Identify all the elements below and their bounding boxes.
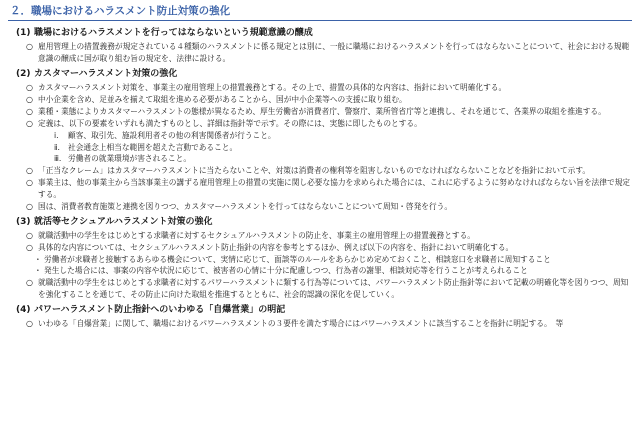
circle-bullet-icon: ○	[26, 42, 33, 51]
circle-bullet-icon: ○	[26, 165, 33, 175]
dot-bullet-icon: ・	[34, 254, 42, 264]
section-2	[8, 68, 634, 213]
list-item: ○ 具体的な内容については、セクシュアルハラスメント防止指針の内容を参考とするほか、例えば以下の内容を、指針において明確化する。	[26, 242, 514, 252]
list-item: ○ 就職活動中の学生をはじめとする求職者に対するパワーハラスメントに類する行為等については、パワーハラスメント防止指針等において記載の明確化等を図りつつ、周知を強化することを通じて、その防止に向けた取組を推進するとともに、社会的認識の深化を促していく。	[26, 277, 629, 299]
section-1	[8, 27, 634, 65]
list-item: ○ 事業主は、他の事業主から当該事業主の講ずる雇用管理上の措置の実施に関し必要な協力を求められた場合には、これに応ずるように努めなければならない旨を法律で規定する。	[26, 177, 630, 199]
circle-bullet-icon: ○	[26, 83, 33, 92]
list-item: ○ 業種・業態によりカスタマーハラスメントの態様が異なるため、厚生労働省が消費者庁、警察庁、業所管省庁等と連携し、それを通じて、各業界の取組を推進する。	[26, 107, 606, 116]
section-heading: (2) カスタマーハラスメント対策の強化	[16, 69, 178, 79]
circle-bullet-icon: ○	[26, 242, 33, 252]
list-item: ○ 中小企業を含め、足並みを揃えて取組を進める必要があることから、国が中小企業等への支援に取り組む。	[26, 95, 407, 104]
sub-item: ⅰ. 顧客、取引先、施設利用者その他の利害関係者が行うこと。	[54, 131, 276, 140]
circle-bullet-icon: ○	[26, 119, 33, 128]
circle-bullet-icon: ○	[26, 95, 33, 104]
list-item: ○ 国は、消費者教育施策と連携を図りつつ、カスタマーハラスメントを行ってはならないことについて周知・啓発を行う。	[26, 201, 453, 211]
list-item: ○ 定義は、以下の要素をいずれも満たすものとし、詳細は指針等で示す。その際には、実態に即したものとする。	[26, 119, 422, 128]
list-item: ○ いわゆる「自爆営業」に関して、職場におけるパワーハラスメントの３要件を満たす場合にはパワーハラスメントに該当することを指針に明記する。 等	[26, 318, 564, 328]
document-title-bar	[8, 4, 632, 21]
circle-bullet-icon: ○	[26, 318, 33, 328]
document-body	[8, 24, 634, 330]
list-item: ○ カスタマーハラスメント対策を、事業主の雇用管理上の措置義務とする。その上で、措置の具体的な内容は、指針において明確化する。	[26, 83, 507, 92]
list-item: ○ 「正当なクレーム」はカスタマーハラスメントに当たらないことや、対策は消費者の権利等を阻害しないものでなければならないことなどを指針において示す。	[26, 165, 591, 175]
dot-item: ・ 労働者が求職者と接触するあらゆる機会について、実情に応じて、面談等のルールをあらかじめ定めておくこと、相談窓口を求職者に周知すること	[34, 254, 551, 264]
list-item: ○ 雇用管理上の措置義務が規定されている４種類のハラスメントに係る規定とは別に、一般に職場におけるハラスメントを行ってはならないことについて、社会における規範意識の醸成に国が取り組む旨の規定を、法律に設ける。	[26, 42, 630, 63]
section-heading: (4) パワーハラスメント防止指針へのいわゆる「自爆営業」の明記	[16, 304, 286, 315]
circle-bullet-icon: ○	[26, 230, 33, 240]
circle-bullet-icon: ○	[26, 277, 33, 287]
circle-bullet-icon: ○	[26, 177, 33, 187]
list-item: ○ 就職活動中の学生をはじめとする求職者に対するセクシュアルハラスメントの防止を、事業主の雇用管理上の措置義務とする。	[26, 230, 475, 240]
section-heading: (1) 職場におけるハラスメントを行ってはならないという規範意識の醸成	[16, 28, 313, 38]
sub-item: ⅱ. 社会通念上相当な範囲を超えた言動であること。	[54, 142, 238, 152]
section-3	[8, 216, 634, 301]
section-4	[8, 304, 634, 330]
circle-bullet-icon: ○	[26, 107, 33, 116]
sub-item: ⅲ. 労働者の就業環境が害されること。	[54, 154, 192, 163]
document-title: ２．職場におけるハラスメント防止対策の強化	[10, 5, 231, 17]
circle-bullet-icon: ○	[26, 201, 33, 211]
dot-bullet-icon: ・	[34, 266, 42, 275]
dot-item: ・ 発生した場合には、事案の内容や状況に応じて、被害者の心情に十分に配慮しつつ、行為者の謝罪、相談対応等を行うことが考えられること	[34, 266, 528, 275]
section-heading: (3) 就活等セクシュアルハラスメント対策の強化	[16, 216, 213, 227]
